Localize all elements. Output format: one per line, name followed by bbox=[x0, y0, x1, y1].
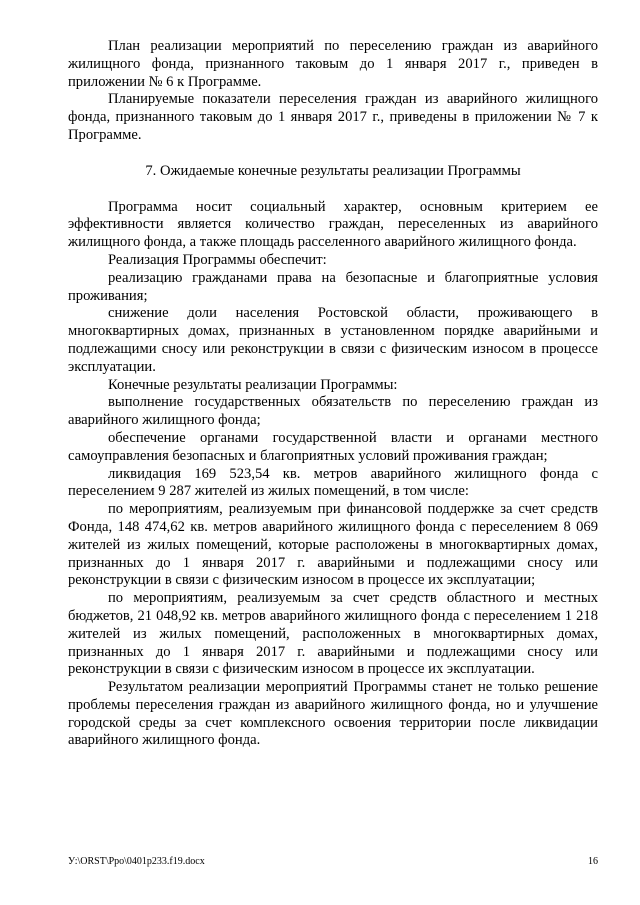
paragraph: Реализация Программы обеспечит: bbox=[108, 251, 327, 268]
document-page bbox=[68, 38, 598, 750]
paragraph: реализацию гражданами права на безопасные и благоприятные условия проживания; bbox=[68, 269, 598, 304]
paragraph: выполнение государственных обязательств по переселению граждан из аварийного жилищного фонда; bbox=[68, 394, 598, 429]
paragraph: План реализации мероприятий по переселению граждан из аварийного жилищного фонда, признанного таковым до 1 января 2017 г., приведен в приложении № 6 к Программе. bbox=[68, 38, 598, 90]
paragraph: снижение доли населения Ростовской области, проживающего в многоквартирных домах, признанных в установленном порядке аварийными и подлежащими сносу или реконструкции в связи с физическим износом в процессе эксплуатации. bbox=[68, 305, 598, 375]
page-number: 16 bbox=[588, 856, 598, 867]
paragraph: Планируемые показатели переселения граждан из аварийного жилищного фонда, признанного таковым до 1 января 2017 г., приведены в приложении № 7 к Программе. bbox=[68, 91, 598, 143]
paragraph: по мероприятиям, реализуемым за счет средств областного и местных бюджетов, 21 048,92 кв. метров аварийного жилищного фонда с переселением 1 218 жителей из жилых помещений, расположенных в многоквартирных домах, признанных до 1 января 2017 г. аварийными и подлежащими сносу или реконструкции в связи с физическим износом в процессе их эксплуатации. bbox=[68, 590, 598, 678]
paragraph: Программа носит социальный характер, основным критерием ее эффективности является количество граждан, переселенных из аварийного жилищного фонда, а также площадь расселенного аварийного жилищного фонда. bbox=[68, 198, 598, 251]
file-path: У:\ORST\Ppo\0401p233.f19.docx bbox=[68, 856, 205, 867]
paragraph: Результатом реализации мероприятий Программы станет не только решение проблемы переселения граждан из аварийного жилищного фонда, но и улучшение городской среды за счет комплексного освоения территории после ликвидации аварийного жилищного фонда. bbox=[68, 679, 598, 749]
paragraph: по мероприятиям, реализуемым при финансовой поддержке за счет средств Фонда, 148 474,62 кв. метров аварийного жилищного фонда с переселением 8 069 жителей из жилых помещений, которые расположены в многоквартирных домах, признанных до 1 января 2017 г. аварийными и подлежащими сносу или реконструкции в связи с физическим износом в процессе их эксплуатации; bbox=[68, 501, 598, 589]
paragraph: Конечные результаты реализации Программы: bbox=[108, 376, 398, 393]
section-heading: 7. Ожидаемые конечные результаты реализации Программы bbox=[145, 162, 521, 179]
paragraph: ликвидация 169 523,54 кв. метров аварийного жилищного фонда с переселением 9 287 жителей из жилых помещений, в том числе: bbox=[68, 465, 598, 500]
paragraph: обеспечение органами государственной власти и органами местного самоуправления безопасных и благоприятных условий проживания граждан; bbox=[68, 429, 598, 464]
